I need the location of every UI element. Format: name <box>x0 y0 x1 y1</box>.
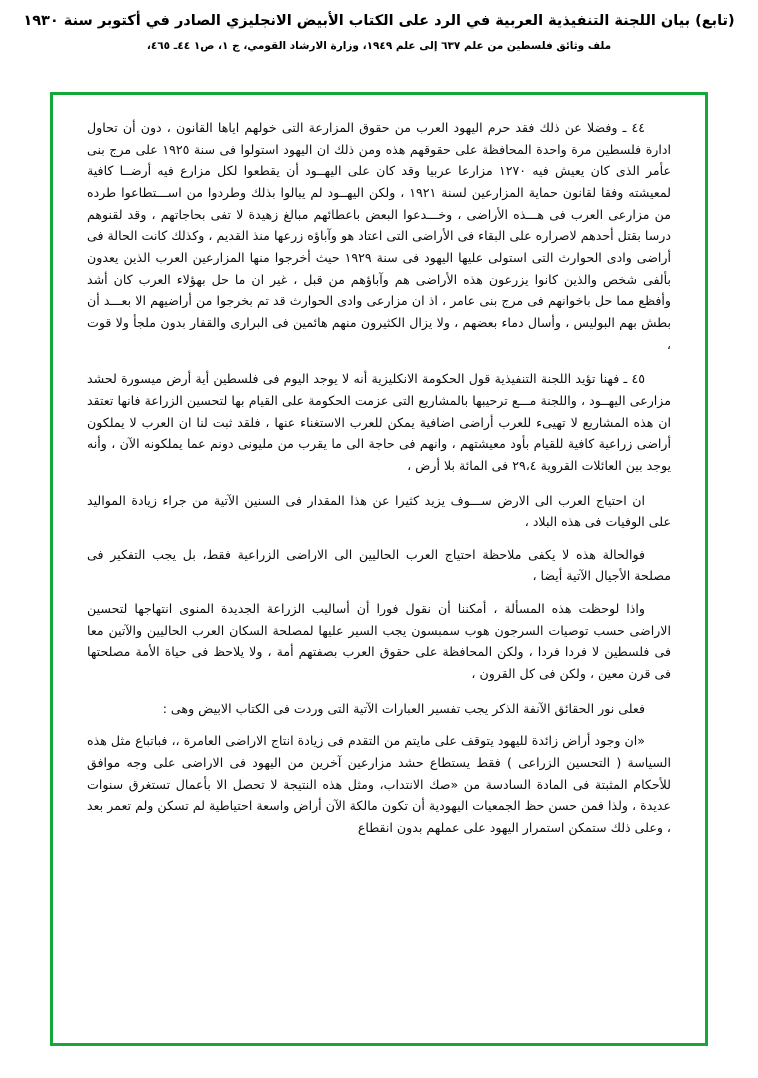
document-body <box>53 95 705 862</box>
page-header <box>0 0 758 54</box>
page-source-line: ملف وثائق فلسطين من علم ٦٣٧ إلى علم ١٩٤٩، وزارة الارشاد القومي، ج ١، ص١ ٤٤ـ ٤٦٥، <box>146 39 612 52</box>
paragraph: فعلى نور الحقائق الآنفة الذكر يجب تفسير العبارات الآتية التى وردت فى الكتاب الابيض وهى : <box>162 700 645 716</box>
paragraph: ٤٥ ـ فهنا تؤيد اللجنة التنفيذية قول الحكومة الانكليزية أنه لا يوجد اليوم فى فلسطين أية أرض ميسورة لحشد مزارعى اليهــود ، واللجنة مـــع ترحيبها بالمشاريع التى عزمت الحكومة على القيام بها لتحسين الزراعة فانها تعتقد ان هذه المشاريع لا تهيىء للعرب أراضى اضافية يمكن للعرب الاستغناء عنها ، فلقد ثبت لنا ان العرب لا يملكون أراضى زراعية كافية للقيام بأود معيشتهم ، وانهم فى حاجة الى ما يقرب من مليونى دونم عما يملكونه الآن ، وأنه يوجد بين العائلات القروية ٢٩،٤ فى المائة بلا أرض ، <box>87 371 671 473</box>
paragraph: ٤٤ ـ وفضلا عن ذلك فقد حرم اليهود العرب من حقوق المزارعة التى خولهم اياها القانون ، دون أن تحاول ادارة فلسطين مرة واحدة المحافظة على حقوقهم هذه ومن ذلك ان اليهود استولوا فى سنة ١٩٢٥ على مرج بنى عأمر الذى كان يعيش فيه ١٢٧٠ مزارعا عربيا وقد كان على اليهــود أن يقطعوا لكل مزارع فيه أرضــا كافية لمعيشته وفقا لقانون حماية المزارعين لسنة ١٩٢١ ، ولكن اليهــود لم يبالوا بذلك وطردوا من اســـتطاعوا طرده من مزارعى العرب فى هـــذه الأراضى ، وخـــدعوا البعض باعطائهم مبالغ زهيدة لا تفى بحاجاتهم ، وقد لقنوهم درسا بقتل أحدهم لاصراره على البقاء فى الأراضى التى اعتاد هو وآباؤه زرعها منذ القديم ، وكذلك كانت الحالة فى أراضى وادى الحوارث التى استولى عليها اليهود فى سنة ١٩٢٩ حيث أخرجوا منها المزارعين العرب الذين يعدون بألفى شخص والذين كانوا يزرعون هذه الأراضى هم وآباؤهم من قبل ، غير ان ما حل بهؤلاء العرب كان أشد وأفظع مما حل باخوانهم فى مرج بنى عامر ، اذ ان مزارعى وادى الحوارث قد تم بخرجوا من أراضيهم الا بعـــد أن بطش بهم البوليس ، وأسال دماء بعضهم ، ولا يزال الكثيرون منهم هائمين فى البرارى والقفار بدون ملجأ ولا قوت ، <box>87 120 672 352</box>
bordered-text-frame <box>50 92 708 1046</box>
paragraph: «ان وجود أراض زائدة لليهود يتوقف على مايتم من التقدم فى زيادة انتاج الاراضى العامرة ،، فباتباع مثل هذه السياسة ( التحسين الزراعى ) فقط يستطاع حشد مزارعين آخرين من اليهود فى الاراضى على وجه موافق للأحكام المثبتة فى المادة السادسة من «صك الانتداب، ومثل هذه النتيجة لا تحصل الا بأعمال تستغرق سنوات عديدة ، ولذا فمن حسن حظ الجمعيات اليهودية أن تكون مالكة الآن أراض واسعة احتياطية لم تسكن ولم تعمر بعد ، وعلى ذلك ستمكن استمرار اليهود على عملهم بدون انقطاع <box>87 733 671 836</box>
paragraph: واذا لوحظت هذه المسألة ، أمكننا أن نقول فورا أن أساليب الزراعة الجديدة المنوى انتهاجها لتحسين الاراضى حسب توصيات السرجون هوب سمبسون يجب السير عليها لمصلحة السكان العرب الحاليين والآتين معا فى فلسطين لا فردا فردا ، ولكن المحافظة على حقوق العرب بصفتهم أمة ، ولا يلاحظ فى حياة الأمة مصلحتها فى قرن معين ، ولكن فى كل القرون ، <box>87 601 671 682</box>
paragraph: فوالحالة هذه لا يكفى ملاحظة احتياج العرب الحاليين الى الاراضى الزراعية فقط، بل يجب التفكير فى مصلحة الأجيال الآتية أيضا ، <box>87 546 671 584</box>
page-title: (تابع) بيان اللجنة التنفيذية العربية في الرد على الكتاب الأبيض الانجليزي الصادر في أكتوبر سنة ١٩٣٠ <box>23 13 735 29</box>
paragraph: ان احتياج العرب الى الارض ســـوف يزيد كثيرا عن هذا المقدار فى السنين الآتية من جراء زيادة المواليد على الوفيات فى هذه البلاد ، <box>87 492 671 530</box>
